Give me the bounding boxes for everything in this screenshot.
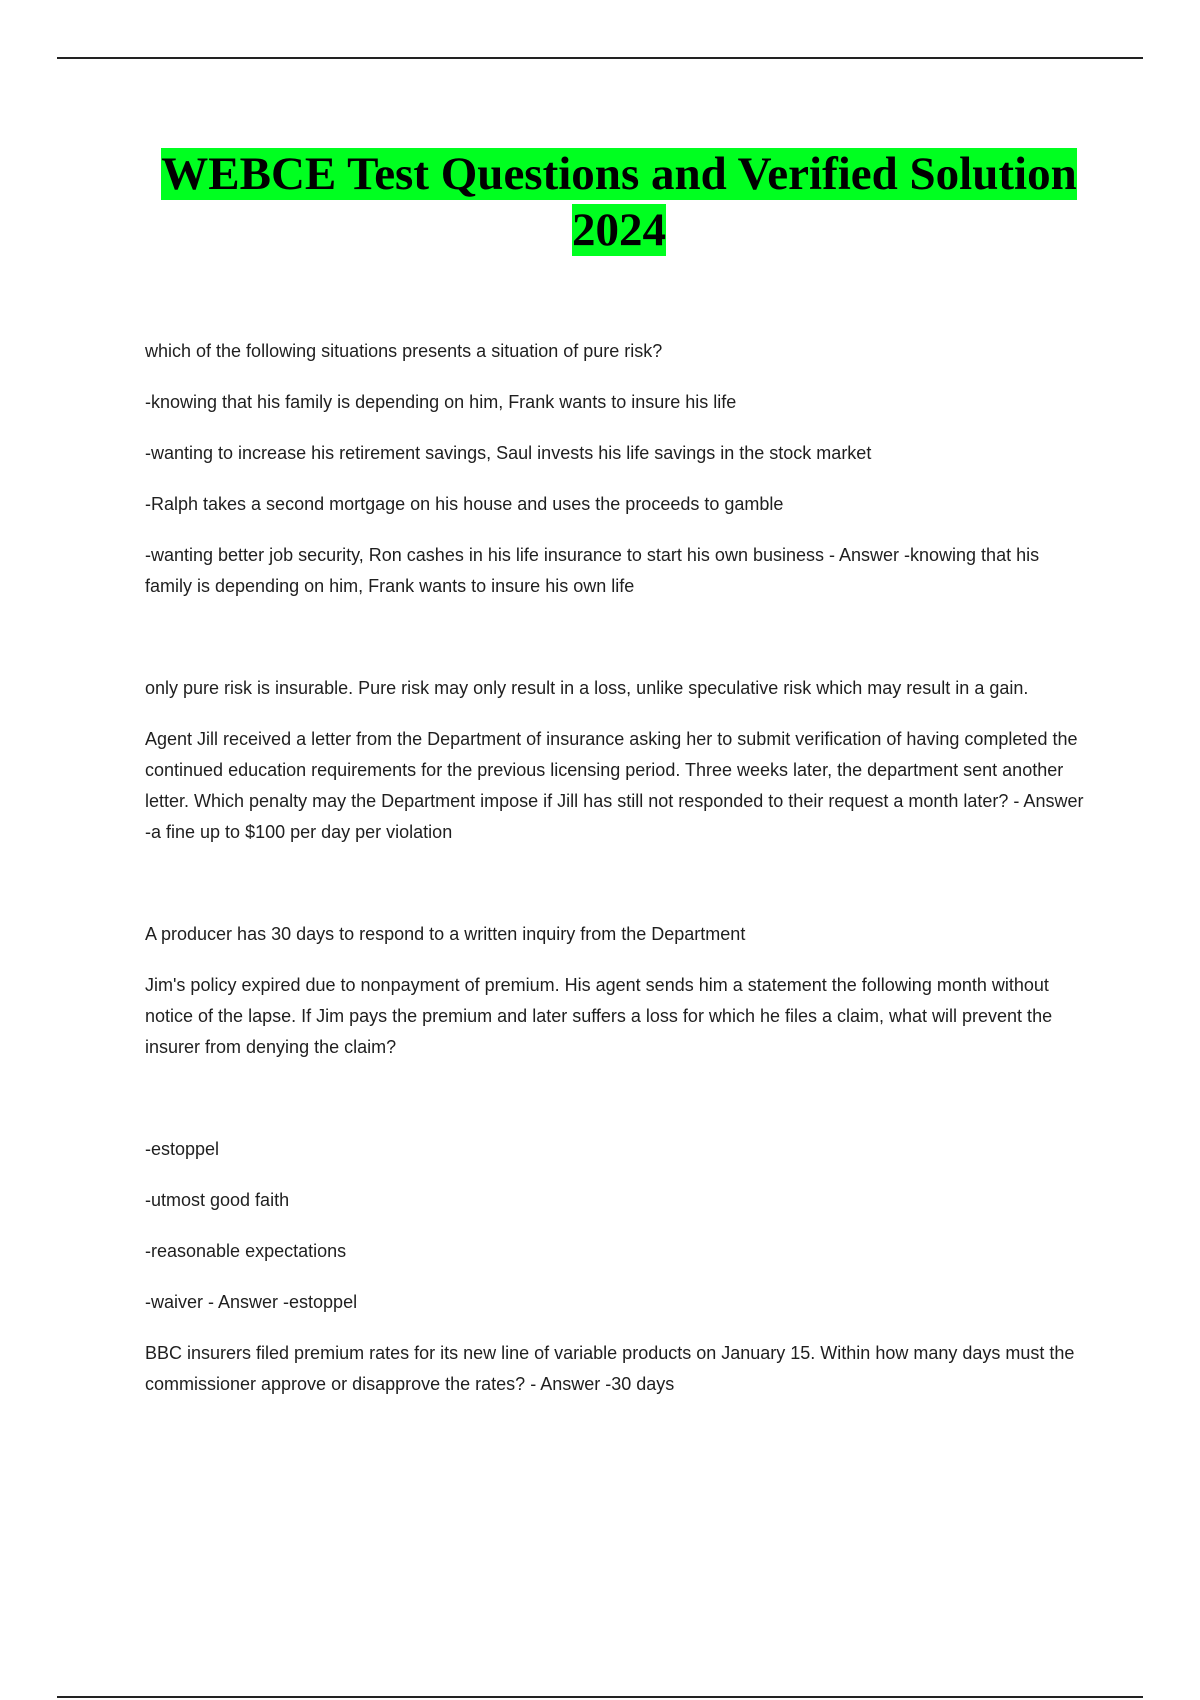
title-highlight: WEBCE Test Questions and Verified Solution 2024 — [161, 148, 1077, 256]
question-2-answer: Agent Jill received a letter from the Department of insurance asking her to submit verification of having completed the continued education requirements for the previous licensing period. Three weeks later, the department sent another letter. Which penalty may the Department impose if Jill has still not responded to their request a month later? - Answer -a fine up to $100 per day per violation — [145, 729, 1084, 842]
question-3: Jim's policy expired due to nonpayment of premium. His agent sends him a statement the following month without notice of the lapse. If Jim pays the premium and later suffers a loss for which he files a claim, what will prevent the insurer from denying the claim? — [145, 975, 1053, 1057]
option-3c: -reasonable expectations — [145, 1241, 347, 1261]
option-1a: -knowing that his family is depending on him, Frank wants to insure his life — [145, 392, 737, 412]
option-1d-answer: -wanting better job security, Ron cashes in his life insurance to start his own business - Answer -knowing that his family is depending on him, Frank wants to insure his own life — [145, 545, 1040, 596]
bottom-divider — [57, 1696, 1143, 1698]
option-3d-answer: -waiver - Answer -estoppel — [145, 1292, 358, 1312]
option-1c: -Ralph takes a second mortgage on his house and uses the proceeds to gamble — [145, 494, 784, 514]
explanation-1: only pure risk is insurable. Pure risk may only result in a loss, unlike speculative risk which may result in a gain. — [145, 678, 1029, 698]
document-body — [145, 336, 1090, 1420]
option-3a: -estoppel — [145, 1139, 220, 1159]
explanation-2: A producer has 30 days to respond to a written inquiry from the Department — [145, 924, 746, 944]
option-3b: -utmost good faith — [145, 1190, 290, 1210]
top-divider — [57, 57, 1143, 59]
question-4-answer: BBC insurers filed premium rates for its new line of variable products on January 15. Within how many days must the commissioner approve or disapprove the rates? - Answer -30 days — [145, 1343, 1075, 1394]
document-title — [140, 146, 1098, 258]
question-1: which of the following situations presents a situation of pure risk? — [145, 341, 663, 361]
option-1b: -wanting to increase his retirement savings, Saul invests his life savings in the stock market — [145, 443, 872, 463]
